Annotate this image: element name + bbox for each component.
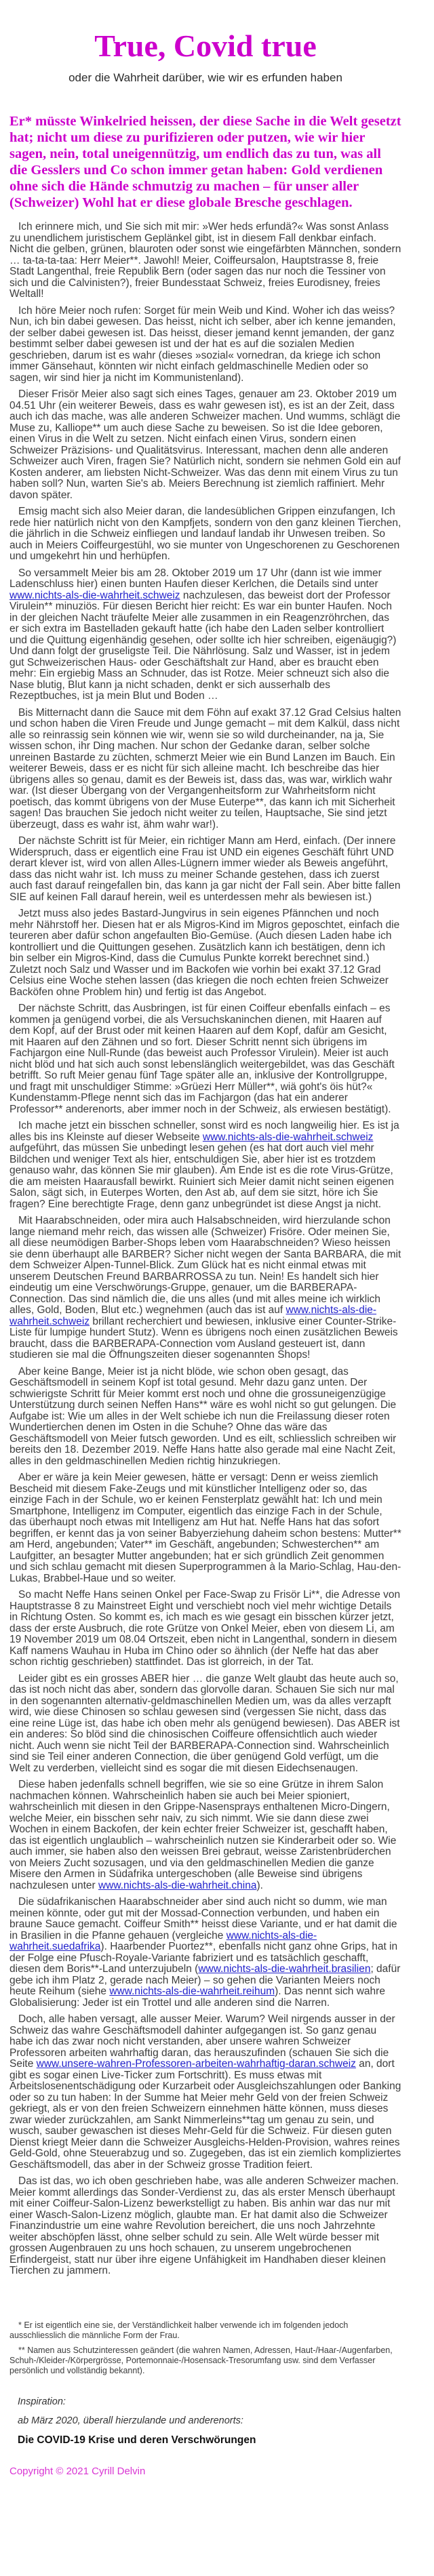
inspiration-label: Inspiration: xyxy=(18,2396,66,2407)
article-paragraph: So macht Neffe Hans seinen Onkel per Face-Swap zu Frisör Li**, die Adresse von Hauptstrasse 8 zu Mainstreet Eight und verschiebt noch viel mehr wichtige Details in Richtung Osten. So kommt es, ich mach es wie gesagt ein bisschen kürzer jetzt, dass der erste Ausbruch, die rote Grütze von Onkel Meier, eben von diesem Li, am 19 November 2019 um 08.04 Ortszeit, eben nicht in Langenthal, sondern in diesem Kaff namens Wauhau in Huba im Chino oder so ähnlich (der Neffe hat das aber schon richtig geschrieben) stattfindet. Das ist glorreich, in der Tat. xyxy=(9,1589,401,1668)
lead-paragraph: Er* müsste Winkelried heissen, der diese Sache in die Welt gesetzt hat; nicht um diese zu purifizieren oder putzen, wie wir hier sagen, nein, total uneigennützig, um endlich das zu tun, was all die Gesslers und Co schon immer getan haben: Gold verdienen ohne sich die Hände schmutzig zu machen – für unser aller (Schweizer) Wohl hat er diese globale Bresche geschlagen. xyxy=(9,114,401,211)
article-paragraph: Die südafrikanischen Haarabschneider aber sind auch nicht so dumm, wie man meinen könnte, oder gut mit der Mossad-Connection verbunden, und haben ein braune Sauce gemacht. Coiffeur Smith** heisst diese Variante, und er hat damit die in Brasilien in die Pfanne gehauen (vergleiche www.nichts-als-die-wahrheit.suedafrika). Haarbender Puortez**, ebenfalls nicht ganz ohne Grips, hat in der Folge eine Pfusch-Royale-Variante fabriziert und es tatsächlich geschafft, diesen dem Boris**-Land unterzujubeln (www.nichts-als-die-wahrheit.brasilien; dafür gebe ich ihm Platz 2, gerade nach Meier) – so gehen die Varianten Meiers noch heute Reihum (siehe www.nichts-als-die-wahrheit.reihum). Das nennt sich wahre Globalisierung: Jeder ist ein Trottel und alle anderen sind die Narren. xyxy=(9,1896,401,2009)
article-paragraph: Bis Mitternacht dann die Sauce mit dem Föhn auf exakt 37.12 Grad Celsius halten und schon haben die Viren Freude und Junge gemacht – mit dem Kalkül, dass nicht alle so reinrassig sein können wie wir, wenn sie so wild durcheinander, na ja, Sie wissen schon, ihr Ding machen. Nur schon der Gedanke daran, selber solche unreinen Bastarde zu züchten, schmerzt Meier wie ein Bund Lanzen im Bauch. Ein weiterer Beweis, dass er es nicht für sich alleine macht. Ich beschreibe das hier übrigens alles so genau, damit es der Beweis ist, dass das, was war, wirklich wahr war. (Ist dieser Übergang von der Vergangenheitsform zur Wahrheitsform nicht poetisch, das kommt übrigens von der Muse Euterpe**, das kann ich mit Sicherheit sagen! Das brauchen Sie jedoch nicht weiter zu teilen, Hauptsache, Sie sind jetzt überzeugt, dass es wahr ist, ähm wahr war!). xyxy=(9,706,401,830)
article-paragraph: Dieser Frisör Meier also sagt sich eines Tages, genauer am 23. Oktober 2019 um 04.51 Uhr (ein weiterer Beweis, dass es wahr gewesen ist), es ist an der Zeit, dass auch ich das mache, was alle anderen Schweizer machen. Und wumms, schlägt die Muse zu, Kalliope** um auch diese Sache zu beweisen. So ist die Idee geboren, einen Virus in die Welt zu setzen. Nicht einfach einen Virus, sondern einen Schweizer Präzisions- und Qualitätsvirus. Interessant, machen denn alle anderen Schweizer auch Viren, fragen Sie? Natürlich nicht, sondern sie nehmen Gold ein auf Kosten anderer, am liebsten Nicht-Schweizer. Was das denn mit einem Virus zu tun haben soll? Nun, warten Sie's ab. Meiers Berechnung ist ziemlich raffiniert. Mehr davon später. xyxy=(9,388,401,501)
article-paragraph: Ich höre Meier noch rufen: Sorget für mein Weib und Kind. Woher ich das weiss? Nun, ich bin dabei gewesen. Das heisst, nicht ich selber, aber ich kenne jemanden, der selber dabei gewesen ist. Das heisst, dieser jemand kennt jemanden, der ganz bestimmt selber dabei gewesen ist und der hat es auf die sozialen Medien geschrieben, darum ist es wahr (dieses »sozial« vornedran, da kriege ich schon immer Gänsehaut, könnten wir nicht einfach geldmaschinelle Medien oder so sagen, wir sind hier ja nicht im Kommunistenland). xyxy=(9,304,396,384)
article-paragraph: Aber er wäre ja kein Meier gewesen, hätte er versagt: Denn er weiss ziemlich Bescheid mit diesem Fake-Zeugs und mit künstlicher Intelligenz oder so, das einzige Fach in der Schule, wo er keinen Fensterplatz gewählt hat: Ich und mein Smartphone, Intelligenz im Computer, eigentlich das einzige Fach in der Schule, das überhaupt noch etwas mit Intelligenz am Hut hat. Neffe Hans hat das sofort begriffen, er kennt das ja von seiner Babyerziehung daheim schon bestens: Mutter** am Herd, angebunden; Vater** im Geschäft, angebunden; Schwesterchen** am Laufgitter, an besagter Mutter angebunden; hat er sich gründlich Zeit genommen und sich schlau gemacht mit diesen Superprogrammen à la Mario-Schlag, Hau-den-Lukas, Brabbel-Haue und so weiter. xyxy=(9,1472,401,1584)
copyright-line: Copyright © 2021 Cyrill Delvin xyxy=(9,2465,146,2477)
external-link[interactable]: www.nichts-als-die-wahrheit.reihum xyxy=(109,1986,275,1998)
inspiration-block xyxy=(18,2396,401,2447)
article-body xyxy=(9,222,401,2277)
article-paragraph: Ich mache jetzt ein bisschen schneller, sonst wird es noch langweilig hier. Es ist ja alles bis ins Kleinste auf dieser Webseite www.nichts-als-die-wahrheit.schweiz aufgeführt, das müssen Sie unbedingt lesen gehen (es hat dort auch viel mehr Bildchen und weniger Text als hier, entschuldigen Sie, aber hier ist es trotzdem genauso wahr, das können Sie mir glauben). Am Ende ist es die rote Virus-Grütze, die am meisten Haarausfall bewirkt. Ruiniert sich Meier damit nicht seinen eigenen Salon, sägt sich, in Euterpes Worten, den Ast ab, auf dem sie sitzt, höre ich Sie fragen? Eine berechtigte Frage, denn ganz unbegründet ist diese Angst ja nicht. xyxy=(9,1120,399,1210)
article-paragraph: Ich erinnere mich, und Sie sich mit mir: »Wer heds erfundä?« Was sonst Anlass zu unendlichem juristischem Geplänkel gibt, ist in diesem Fall denkbar einfach. Nicht die gelben, grünen, blauroten oder sonst wie eingefärbten Männchen, sondern … ta-ta-ta-taa: Herr Meier**. Jawohl! Meier, Coiffeursalon, Hauptstrasse 8, freie Stadt Langenthal, freie Republik Bern (oder sagen das nur noch die Tessiner von sich und die Calvinisten?), freier Bundesstaat Schweiz, freies Eurodisney, freies Weltall! xyxy=(9,221,401,300)
external-link[interactable]: www.nichts-als-die-wahrheit.suedafrika xyxy=(9,1929,317,1953)
external-link[interactable]: www.unsere-wahren-Professoren-arbeiten-wahrhaftig-daran.schweiz xyxy=(36,2058,356,2070)
article-paragraph: Doch, alle haben versagt, alle ausser Meier. Warum? Weil nirgends ausser in der Schweiz das wahre Geschäftsmodell dahinter aufgegangen ist. So ganz genau habe ich das zwar noch nicht verstanden, aber unsere wahren Schweizer Professoren arbeiten wahrhaftig daran, das herauszufinden (schauen Sie sich die Seite www.unsere-wahren-Professoren-arbeiten-wahrhaftig-daran.schweiz an, dort gibt es sogar einen Live-Ticker zum Fortschritt). Es muss etwas mit Arbeitslosenentschädigung oder Kurzarbeit oder Ausgleichszahlungen oder Banking oder so zu tun haben: In der Summe hat Meier mehr Geld von der freien Schweiz gekriegt, als er von den freien Schweizern einnehmen hätte können, muss dieses zwar wieder zurückzahlen, am Sankt Nimmerleins**tag um genau zu sein, und wusch, sauber gewaschen ist dieses Mehr-Geld für die Schweiz. Für diesen guten Dienst kriegt Meier dann die Schweizer Ausgleichs-Helden-Provision, wahres reines Geld-Gold, ohne Steuerabzug und so. Zugegeben, das ist ein ziemlich kompliziertes Geschäftsmodell, das aber in der Schweiz grosse Tradition feiert. xyxy=(9,2013,401,2171)
external-link[interactable]: www.nichts-als-die-wahrheit.schweiz xyxy=(9,1304,377,1327)
external-link[interactable]: www.nichts-als-die-wahrheit.brasilien xyxy=(198,1963,371,1975)
external-link[interactable]: www.nichts-als-die-wahrheit.schweiz xyxy=(202,1131,374,1143)
article-paragraph: Jetzt muss also jedes Bastard-Jungvirus in sein eigenes Pfännchen und noch mehr Nährstoff her. Diesen hat er als Migros-Kind im Migros geposchtet, einfach die teureren aber dafür schon angefaulten Bio-Gemüse. (Auch diesen Laden habe ich kontrolliert und die Quittungen gesehen. Zusätzlich kann ich bestätigen, denn ich bin selber ein Migros-Kind, dass die Cumulus Punkte korrekt berechnet sind.) Zuletzt noch Salz und Wasser und im Backofen wie vorhin bei exakt 37.12 Grad Celsius eine Woche stehen lassen (das kriegen die noch echten freien Schweizer Backöfen ohne Problem hin) und fertig ist das Angebot. xyxy=(9,908,400,998)
article-paragraph: Leider gibt es ein grosses ABER hier … die ganze Welt glaubt das heute auch so, das ist noch nicht das aber, sondern das glorvolle daran. Schauen Sie sich nur mal in den sogenannten alternativ-geldmaschinellen Medien um, was da alles verzapft wird, wie diese Chinosen so schlau gewesen sind (vergessen Sie nicht, dass das eine reine Lüge ist, das habe ich oben mehr als genügend bewiesen). Das ABER ist ein anderes: So blöd sind die chinosischen Coiffeure offensichtlich auch wieder nicht. Auch wenn sie nicht Teil der BARBERAPA-Connection sind. Wahrscheinlich sind sie Teil einer anderen Connection, die über genügend Gold verfügt, um die Welt zu verderben, vielleicht sind es sogar die mit diesen Eidechsenaugen. xyxy=(9,1672,400,1774)
page-title: True, Covid true xyxy=(94,28,317,63)
footnotes xyxy=(9,2320,401,2376)
article-paragraph: Der nächste Schritt, das Ausbringen, ist für einen Coiffeur ebenfalls einfach – es kommen ja genügend vorbei, die als Versuchskaninchen dienen, mit Haaren auf dem Kopf, auf der Brust oder mit keinen Haaren auf dem Kopf, dafür am Gesicht, mit Haaren auf den Zähnen und so fort. Dieser Schritt nennt sich übrigens im Fachjargon eine Null-Runde (das beweist auch Professor Virulein). Meier ist auch nicht blöd und hat sich auch sonst lebenslänglich weitergebildet, was das Geschäft betrifft. So ruft Meier genau fünf Tage später alle an, inklusive der Kontrollgruppe, und fragt mit unschuldiger Stimme: »Grüezi Herr Müller**, wiä goht's öis hüt?« Kundenstamm-Pflege nennt sich das im Fachjargon (das hat ein anderer Professor** anderenorts, aber immer noch in der Schweiz, als erwiesen bestätigt). xyxy=(9,1003,395,1115)
footnote: * Er ist eigentlich eine sie, der Verständlichkeit halber verwende ich im folgenden jedoch ausschliesslich die männliche Form der Frau. xyxy=(9,2320,349,2340)
article-paragraph: Aber keine Bange, Meier ist ja nicht blöde, wie schon oben gesagt, das Geschäftsmodell in seinem Kopf ist total gesund. Mehr dazu ganz unten. Der schwierigste Schritt für Meier kommt erst noch und ohne die grossuneigenzügige Unterstützung durch seinen Neffen Hans** wäre es wohl nicht so gut gelungen. Die Aufgabe ist: Wie um alles in der Welt schiebe ich nun die Freilassung dieser roten Wundertierchen denen im Osten in die Schuhe? Ohne das wäre das Geschäftsmodell von Meier futsch geworden. Und es eilt, schliesslich schreiben wir bereits den 18. Dezember 2019. Neffe Hans hatte also gerade mal eine Nacht Zeit, alles in den geldmaschinellen Medien richtig hinzukriegen. xyxy=(9,1365,397,1467)
article-paragraph: Das ist das, wo ich oben geschrieben habe, was alle anderen Schweizer machen. Meier kommt allerdings das Sonder-Verdienst zu, das als erster Mensch überhaupt mit einer Coiffeur-Salon-Lizenz bewerkstelligt zu haben. Bis anhin war das nur mit einer Wasch-Salon-Lizenz möglich, glaubte man. Er hat damit also die Schweizer Finanzindustrie um eine wahre Revolution bereichert, die uns noch Jahrzehnte weiter abschöpfen lässt, ohne selber schuld zu sein. Alle Welt würde besser mit grossen Augenbrauen zu uns hoch schauen, zu unserem ungebrochenen Erfindergeist, statt nur über ihre eigene Unfähigkeit im Handhaben dieser kleinen Tierchen zu jammern. xyxy=(9,2175,399,2277)
footnote: ** Namen aus Schutzinteressen geändert (die wahren Namen, Adressen, Haut-/Haar-/Augenfarben, Schuh-/Kleider-/Körpergrösse, Portemonnaie-/Hosensack-Tresorumfang usw. sind dem Verfasser persönlich und vollständig bekannt). xyxy=(9,2345,393,2375)
inspiration-work: Die COVID-19 Krise und deren Verschwörungen xyxy=(18,2434,256,2446)
article-paragraph: Der nächste Schritt ist für Meier, ein richtiger Mann am Herd, einfach. (Der innere Widerspruch, dass er eigentlich eine Frau ist UND ein eigenes Geschäft führt UND derart klever ist, wird von allen Alles-Lügnern immer wieder als Beweis angeführt, dass das nicht wahr ist. Ich muss zu meiner Schande gestehen, dass ich zuerst auch fast darauf reingefallen bin, das kann ja gar nicht der Fall sein. Aber bitte fallen SIE auf keinen Fall darauf herein, weil es unterdessen mehr als bewiesen ist.) xyxy=(9,835,401,903)
page-subtitle: oder die Wahrheit darüber, wie wir es erfunden haben xyxy=(68,71,342,85)
external-link[interactable]: www.nichts-als-die-wahrheit.china xyxy=(98,1879,257,1891)
article-paragraph: Mit Haarabschneiden, oder mira auch Halsabschneiden, wird hierzulande schon lange niemand mehr reich, das wissen alle (Schweizer) Frisöre. Oder meinen Sie, all diese neumödigen Barber-Shops leben vom Haarabschneiden? Wieso heissen sie denn überhaupt alle BARBER? Sicher nicht wegen der Santa BARBARA, die mit dem Schweizer Alpen-Tunnel-Blick. Zum Glück hat es nicht einmal etwas mit unserem Deutschen Freund BARBARROSSA zu tun. Nein! Es handelt sich hier eindeutig um eine Verschwörungs-Gruppe, genauer, um die BARBERAPA-Connection. Das sind nämlich die, die uns alles (und mit alles meine ich wirklich alles, Gold, Boden, Blut etc.) wegnehmen (auch das ist auf www.nichts-als-die-wahrheit.schweiz brillant recherchiert und bewiesen, inklusive einer Counter-Strike-Liste für lumpige hundert Stutz). Wenn es übrigens noch einen zusätzlichen Beweis braucht, dass die BARBERAPA-Connection vom Ausland gesteuert ist, dann studieren sie mal die Öffnungszeiten dieser sogenannten Shops! xyxy=(9,1215,401,1361)
external-link[interactable]: www.nichts-als-die-wahrheit.schweiz xyxy=(9,589,180,601)
inspiration-source: ab März 2020, überall hierzulande und anderenorts: xyxy=(18,2415,243,2426)
article-paragraph: So versammelt Meier bis am 28. Oktober 2019 um 17 Uhr (dann ist wie immer Ladenschluss hier) einen bunten Haufen dieser Kerlchen, die Details sind unter www.nichts-als-die-wahrheit.schweiz nachzulesen, das beweist dort der Professor Virulein** minuziös. Für diesen Bericht hier reicht: Es war ein bunter Haufen. Noch in der gleichen Nacht träufelte Meier alle zusammen in ein Reagenzröhrchen, das er sich extra im Bastelladen gekauft hatte (ich habe den Laden selber kontrolliert und die Quittung eigenhändig gesehen, oder sollte ich hier schreiben, eigenäugig?) Und dann folgt der gruseligste Teil. Die Nährlösung. Salz und Wasser, ist in jedem gut Schweizerischen Haus- oder Geschäftshalt zur Hand, aber es braucht eben mehr: Ein ergiebig Mass an Schnuder, das ist Rotze. Meier schneuzt sich also die Nase blutig, Blut kann ja nicht schaden, denkt er sich ausserhalb des Rezeptbuches, ist ja mein Blut und Boden … xyxy=(9,567,397,702)
article-paragraph: Emsig macht sich also Meier daran, die landesüblichen Grippen einzufangen, Ich rede hier natürlich nicht von den Kampfjets, sondern von den ganz kleinen Tierchen, die jährlich in die Schweiz einfliegen und landauf landab ihr Unwesen treiben. So auch in Meiers Coiffeurgestühl, wo sie munter von Ungeschorenen zu Geschorenen und umgekehrt hin und herhüpfen. xyxy=(9,506,401,563)
article-paragraph: Diese haben jedenfalls schnell begriffen, wie sie so eine Grütze in ihrem Salon nachmachen können. Wahrscheinlich haben sie auch bei Meier spioniert, wahrscheinlich mit diesen in den Grippe-Nasensprays enthaltenen Micro-Dingern, welche Meier, ein bisschen sehr naiv, zu sich nimmt. Wie sie dann diese zwei Wochen in einem Backofen, der kein echter freier Schweizer ist, geschafft haben, das ist eigentlich unglaublich – wahrscheinlich nutzen sie Kinderarbeit oder so. Wie auch immer, sie haben also den weissen Brei gebraut, weisse Zaristenbrüderchen von Meiers Zucht sozusagen, und via den geldmaschinellen Medien die ganze Misere den Armen in Südafrika untergeschoben (alle Beweise sind übrigens nachzulesen unter www.nichts-als-die-wahrheit.china). xyxy=(9,1779,397,1891)
